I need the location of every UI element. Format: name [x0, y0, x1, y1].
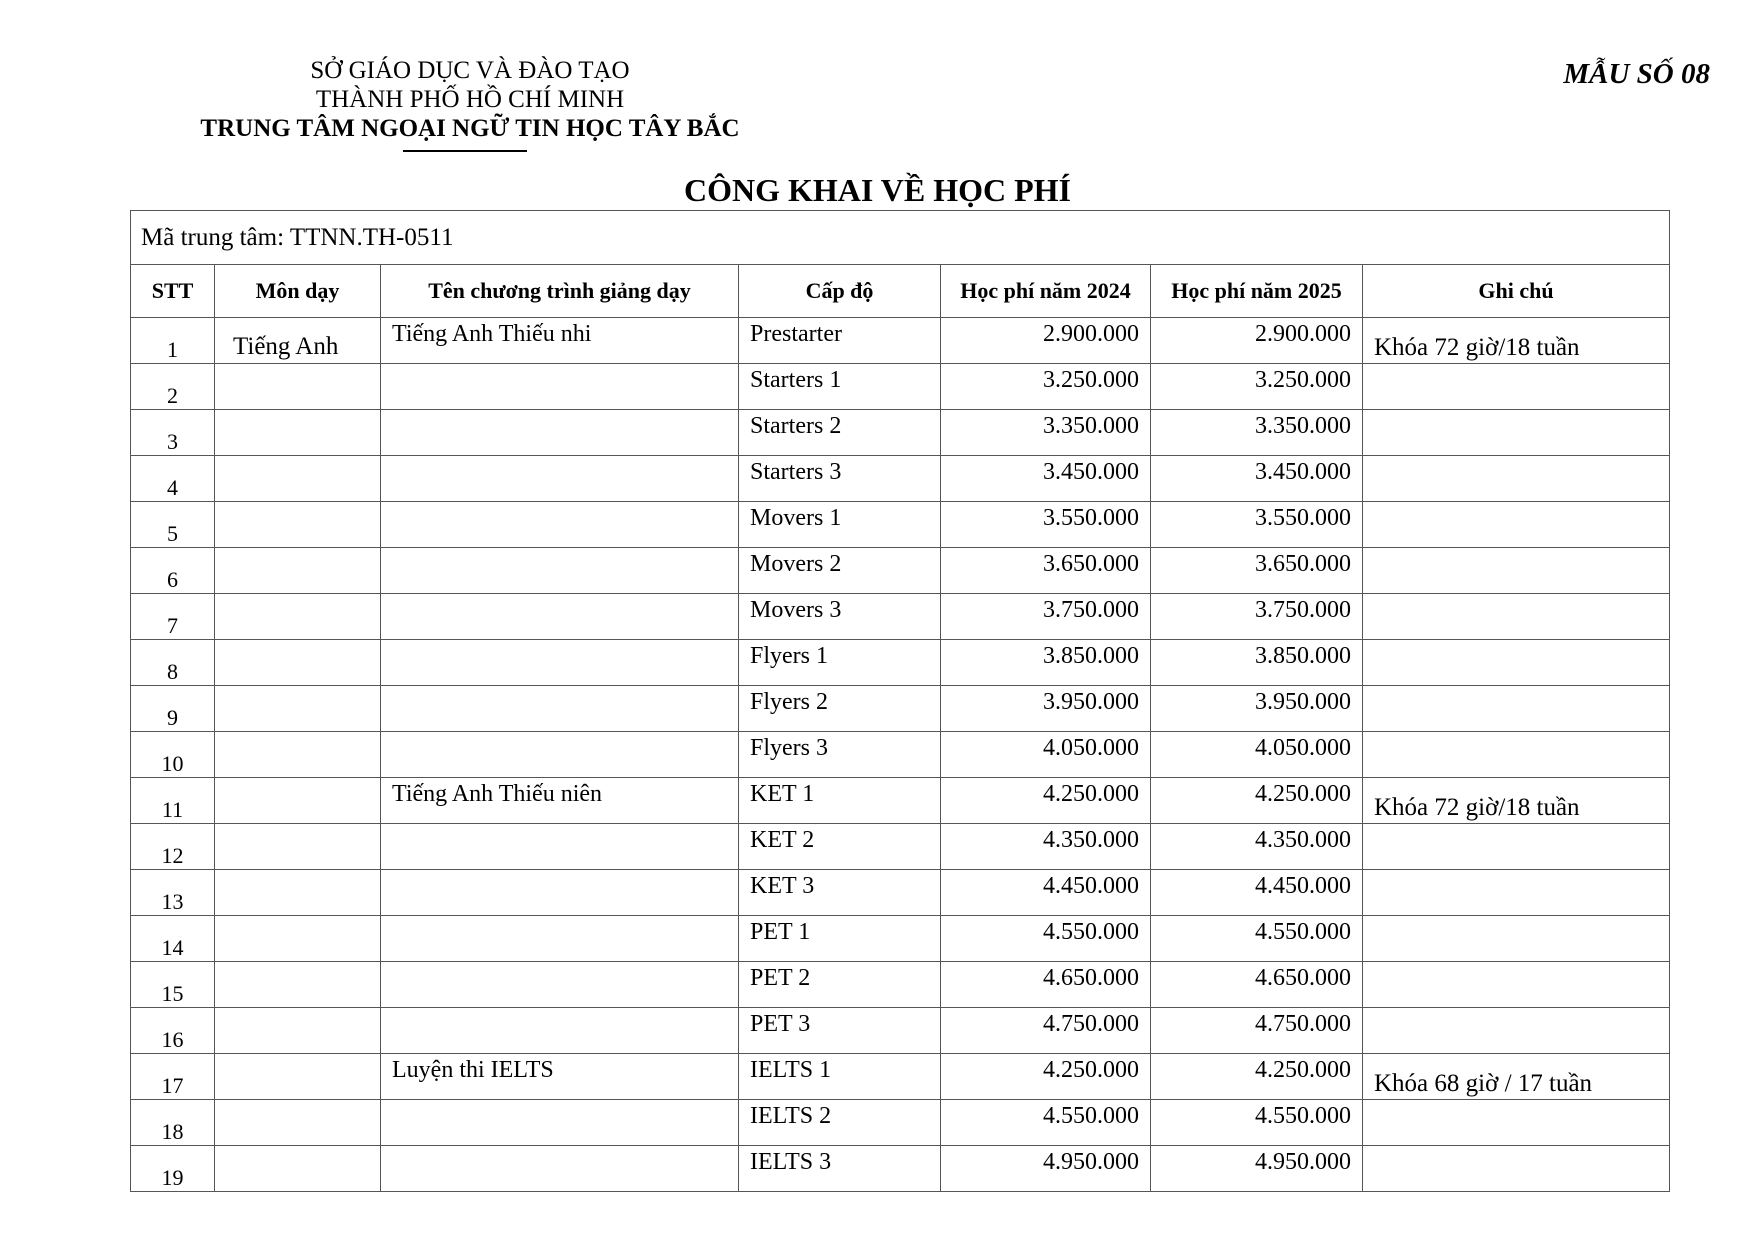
- level-cell: KET 2: [739, 824, 941, 870]
- note-cell: [1363, 502, 1670, 548]
- program-cell: [381, 824, 739, 870]
- subject-cell: [215, 870, 381, 916]
- note-cell: [1363, 410, 1670, 456]
- program-cell: Luyện thi IELTS: [381, 1054, 739, 1100]
- city-name: THÀNH PHỐ HỒ CHÍ MINH: [315, 86, 625, 113]
- level-cell: IELTS 1: [739, 1054, 941, 1100]
- note-cell: [1363, 640, 1670, 686]
- level-cell: PET 3: [739, 1008, 941, 1054]
- table-row: [131, 502, 1670, 548]
- table-header-row: [131, 265, 1670, 318]
- level-cell: PET 1: [739, 916, 941, 962]
- fee-2025-cell: 3.550.000: [1151, 502, 1363, 548]
- stt-cell: 13: [131, 870, 215, 916]
- fee-2024-cell: 4.550.000: [941, 1100, 1151, 1146]
- stt-cell: 8: [131, 640, 215, 686]
- program-cell: [381, 1100, 739, 1146]
- level-cell: KET 3: [739, 870, 941, 916]
- subject-cell: [215, 916, 381, 962]
- table-row: [131, 364, 1670, 410]
- fee-2025-cell: 4.250.000: [1151, 1054, 1363, 1100]
- stt-cell: 17: [131, 1054, 215, 1100]
- level-cell: IELTS 2: [739, 1100, 941, 1146]
- table-body: [131, 318, 1670, 1192]
- program-cell: [381, 640, 739, 686]
- subject-cell: [215, 594, 381, 640]
- header-underline: [403, 150, 527, 152]
- table-row: [131, 640, 1670, 686]
- note-cell: [1363, 548, 1670, 594]
- table-row: [131, 1146, 1670, 1192]
- fee-2024-cell: 4.950.000: [941, 1146, 1151, 1192]
- subject-cell: [215, 686, 381, 732]
- note-cell: [1363, 364, 1670, 410]
- fee-2024-cell: 4.250.000: [941, 778, 1151, 824]
- fee-2024-cell: 3.450.000: [941, 456, 1151, 502]
- table-row: [131, 778, 1670, 824]
- table-row: [131, 1100, 1670, 1146]
- note-cell: [1363, 732, 1670, 778]
- note-cell: [1363, 456, 1670, 502]
- program-cell: Tiếng Anh Thiếu nhi: [381, 318, 739, 364]
- note-cell: [1363, 962, 1670, 1008]
- fee-2025-cell: 4.550.000: [1151, 1100, 1363, 1146]
- stt-cell: 5: [131, 502, 215, 548]
- table-row: [131, 548, 1670, 594]
- center-code: Mã trung tâm: TTNN.TH-0511: [131, 211, 1670, 265]
- subject-cell: [215, 1100, 381, 1146]
- fee-2025-cell: 3.450.000: [1151, 456, 1363, 502]
- fee-2025-cell: 4.750.000: [1151, 1008, 1363, 1054]
- level-cell: Starters 1: [739, 364, 941, 410]
- program-cell: [381, 594, 739, 640]
- note-cell: Khóa 72 giờ/18 tuần: [1363, 318, 1670, 364]
- fee-2024-cell: 4.050.000: [941, 732, 1151, 778]
- level-cell: Movers 3: [739, 594, 941, 640]
- fee-2024-cell: 3.850.000: [941, 640, 1151, 686]
- fee-2024-cell: 3.250.000: [941, 364, 1151, 410]
- subject-cell: [215, 502, 381, 548]
- center-name: TRUNG TÂM NGOẠI NGỮ TIN HỌC TÂY BẮC: [200, 115, 740, 142]
- table-row: [131, 686, 1670, 732]
- subject-cell: [215, 962, 381, 1008]
- col-header-stt: STT: [131, 265, 215, 318]
- program-cell: [381, 686, 739, 732]
- level-cell: Starters 2: [739, 410, 941, 456]
- stt-cell: 3: [131, 410, 215, 456]
- stt-cell: 14: [131, 916, 215, 962]
- stt-cell: 10: [131, 732, 215, 778]
- col-header-level: Cấp độ: [739, 265, 941, 318]
- note-cell: Khóa 72 giờ/18 tuần: [1363, 778, 1670, 824]
- table-row: [131, 870, 1670, 916]
- subject-cell: [215, 778, 381, 824]
- tuition-fee-table: [130, 210, 1670, 1192]
- program-cell: [381, 410, 739, 456]
- fee-2024-cell: 3.550.000: [941, 502, 1151, 548]
- subject-cell: [215, 640, 381, 686]
- program-cell: Tiếng Anh Thiếu niên: [381, 778, 739, 824]
- subject-cell: [215, 732, 381, 778]
- subject-cell: [215, 410, 381, 456]
- stt-cell: 7: [131, 594, 215, 640]
- fee-2025-cell: 3.950.000: [1151, 686, 1363, 732]
- fee-2024-cell: 4.650.000: [941, 962, 1151, 1008]
- stt-cell: 11: [131, 778, 215, 824]
- page-title: CÔNG KHAI VỀ HỌC PHÍ: [684, 172, 1071, 208]
- note-cell: [1363, 870, 1670, 916]
- table-row: [131, 1008, 1670, 1054]
- fee-2025-cell: 3.850.000: [1151, 640, 1363, 686]
- stt-cell: 6: [131, 548, 215, 594]
- table-row: [131, 594, 1670, 640]
- level-cell: Prestarter: [739, 318, 941, 364]
- stt-cell: 12: [131, 824, 215, 870]
- program-cell: [381, 916, 739, 962]
- stt-cell: 2: [131, 364, 215, 410]
- level-cell: Flyers 2: [739, 686, 941, 732]
- subject-cell: [215, 548, 381, 594]
- table-row: [131, 1054, 1670, 1100]
- fee-2024-cell: 4.450.000: [941, 870, 1151, 916]
- form-number: MẪU SỐ 08: [1563, 58, 1710, 90]
- program-cell: [381, 456, 739, 502]
- program-cell: [381, 962, 739, 1008]
- fee-2025-cell: 2.900.000: [1151, 318, 1363, 364]
- note-cell: [1363, 686, 1670, 732]
- fee-2025-cell: 3.650.000: [1151, 548, 1363, 594]
- note-cell: [1363, 1146, 1670, 1192]
- table-row: [131, 732, 1670, 778]
- table-row: [131, 916, 1670, 962]
- stt-cell: 19: [131, 1146, 215, 1192]
- note-cell: [1363, 916, 1670, 962]
- stt-cell: 18: [131, 1100, 215, 1146]
- note-cell: [1363, 824, 1670, 870]
- program-cell: [381, 548, 739, 594]
- fee-2025-cell: 3.350.000: [1151, 410, 1363, 456]
- fee-2025-cell: 4.550.000: [1151, 916, 1363, 962]
- stt-cell: 15: [131, 962, 215, 1008]
- note-cell: [1363, 594, 1670, 640]
- level-cell: Movers 1: [739, 502, 941, 548]
- fee-2024-cell: 3.350.000: [941, 410, 1151, 456]
- program-cell: [381, 1146, 739, 1192]
- stt-cell: 1: [131, 318, 215, 364]
- level-cell: KET 1: [739, 778, 941, 824]
- fee-2024-cell: 3.950.000: [941, 686, 1151, 732]
- fee-2024-cell: 4.750.000: [941, 1008, 1151, 1054]
- subject-cell: [215, 824, 381, 870]
- stt-cell: 16: [131, 1008, 215, 1054]
- subject-cell: [215, 456, 381, 502]
- col-header-program: Tên chương trình giảng dạy: [381, 265, 739, 318]
- program-cell: [381, 364, 739, 410]
- stt-cell: 4: [131, 456, 215, 502]
- fee-2025-cell: 4.650.000: [1151, 962, 1363, 1008]
- fee-2025-cell: 3.750.000: [1151, 594, 1363, 640]
- level-cell: Starters 3: [739, 456, 941, 502]
- level-cell: PET 2: [739, 962, 941, 1008]
- table-row: [131, 456, 1670, 502]
- fee-2025-cell: 4.950.000: [1151, 1146, 1363, 1192]
- level-cell: IELTS 3: [739, 1146, 941, 1192]
- table-row: [131, 318, 1670, 364]
- program-cell: [381, 870, 739, 916]
- note-cell: [1363, 1100, 1670, 1146]
- subject-cell: [215, 1054, 381, 1100]
- level-cell: Movers 2: [739, 548, 941, 594]
- level-cell: Flyers 1: [739, 640, 941, 686]
- program-cell: [381, 732, 739, 778]
- subject-cell: Tiếng Anh: [215, 318, 381, 364]
- fee-2024-cell: 3.750.000: [941, 594, 1151, 640]
- table-row: [131, 824, 1670, 870]
- fee-2024-cell: 4.550.000: [941, 916, 1151, 962]
- fee-2024-cell: 3.650.000: [941, 548, 1151, 594]
- subject-cell: [215, 1146, 381, 1192]
- note-cell: Khóa 68 giờ / 17 tuần: [1363, 1054, 1670, 1100]
- department-name: SỞ GIÁO DỤC VÀ ĐÀO TẠO: [310, 57, 630, 84]
- table-row: [131, 410, 1670, 456]
- fee-2025-cell: 3.250.000: [1151, 364, 1363, 410]
- center-code-row: [131, 211, 1670, 265]
- col-header-fee-2025: Học phí năm 2025: [1151, 265, 1363, 318]
- subject-cell: [215, 1008, 381, 1054]
- program-cell: [381, 1008, 739, 1054]
- fee-2025-cell: 4.050.000: [1151, 732, 1363, 778]
- fee-2024-cell: 4.350.000: [941, 824, 1151, 870]
- col-header-subject: Môn dạy: [215, 265, 381, 318]
- program-cell: [381, 502, 739, 548]
- fee-2025-cell: 4.250.000: [1151, 778, 1363, 824]
- level-cell: Flyers 3: [739, 732, 941, 778]
- col-header-fee-2024: Học phí năm 2024: [941, 265, 1151, 318]
- fee-2024-cell: 2.900.000: [941, 318, 1151, 364]
- table-row: [131, 962, 1670, 1008]
- subject-cell: [215, 364, 381, 410]
- fee-2024-cell: 4.250.000: [941, 1054, 1151, 1100]
- stt-cell: 9: [131, 686, 215, 732]
- issuing-authority-header: [170, 56, 770, 143]
- fee-2025-cell: 4.450.000: [1151, 870, 1363, 916]
- note-cell: [1363, 1008, 1670, 1054]
- col-header-note: Ghi chú: [1363, 265, 1670, 318]
- fee-2025-cell: 4.350.000: [1151, 824, 1363, 870]
